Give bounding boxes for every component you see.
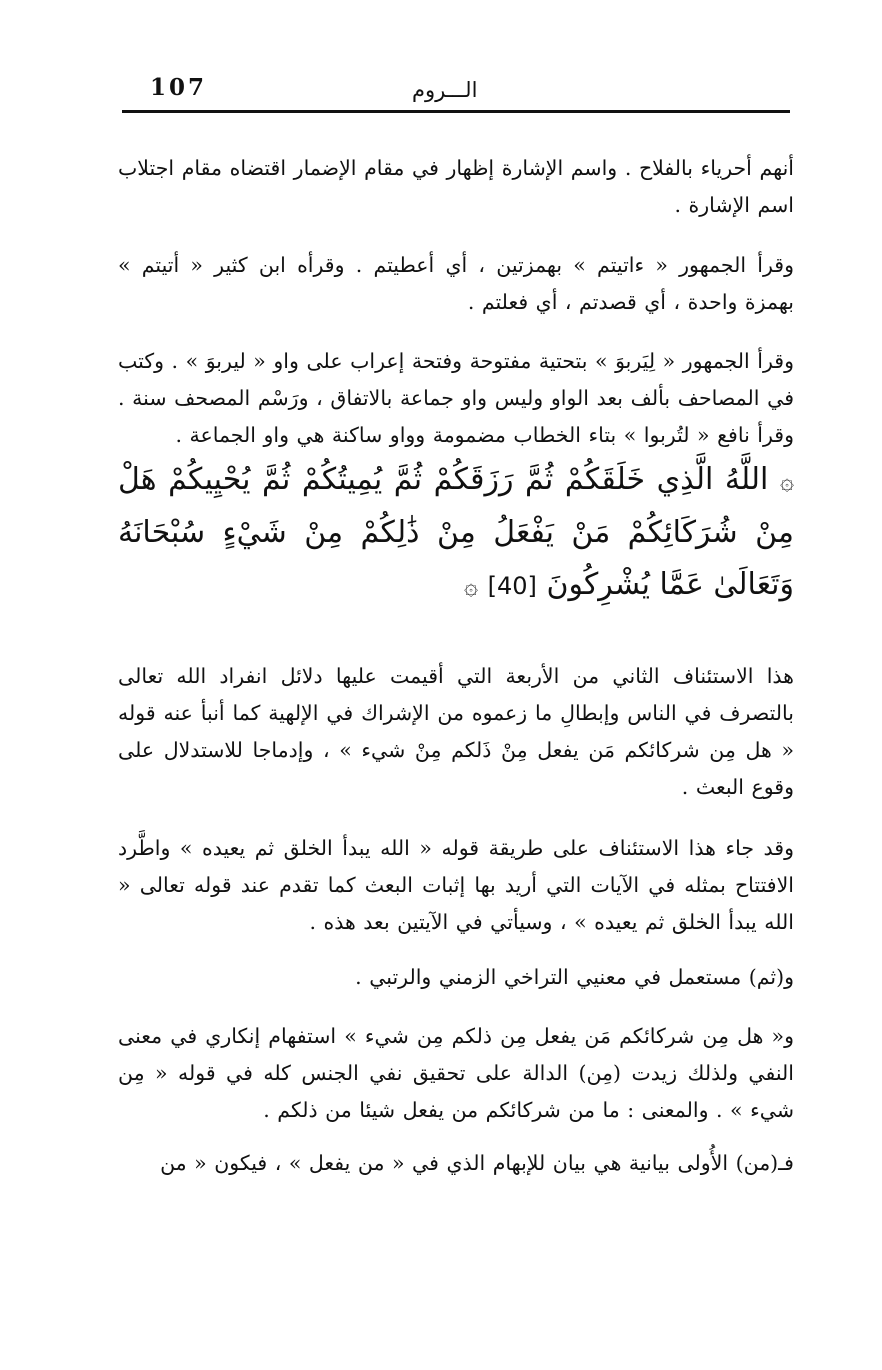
paragraph: و(ثم) مستعمل في معنيي التراخي الزمني والرتبي . (355, 965, 794, 989)
header-rule (122, 110, 790, 113)
body-text (118, 150, 794, 1182)
paragraph: فـ(من) الأُولى بيانية هي بيان للإبهام الذي في « من يفعل » ، فيكون « من (160, 1151, 794, 1175)
paragraph: هذا الاستئناف الثاني من الأربعة التي أقيمت عليها دلائل انفراد الله تعالى بالتصرف في الناس وإبطالِ ما زعموه من الإشراك في الإلهية كما أنبأ عنه قوله « هل مِن شركائكم مَن يفعل مِنْ ذَلكم مِنْ شيء » ، وإدماجا للاستدلال على وقوع البعث . (118, 664, 794, 799)
paragraph: أنهم أحرياء بالفلاح . واسم الإشارة إظهار في مقام الإضمار اقتضاه مقام اجتلاب اسم الإشارة . (118, 156, 794, 217)
paragraph: وقرأ الجمهور « ءاتيتم » بهمزتين ، أي أعطيتم . وقرأه ابن كثير « أتيتم » بهمزة واحدة ، أي قصدتم ، أي فعلتم . (118, 253, 794, 314)
verse-number: [40] (487, 572, 537, 600)
paragraph: و« هل مِن شركائكم مَن يفعل مِن ذلكم مِن شيء » استفهام إنكاري في معنى النفي ولذلك زيدت (مِن) الدالة على تحقيق نفي الجنس كله في قوله « مِن شيء » . والمعنى : ما من شركائكم من يفعل شيئا من ذلكم . (118, 1024, 794, 1122)
page-number: 107 (150, 74, 208, 101)
paragraph: وقد جاء هذا الاستئناف على طريقة قوله « الله يبدأ الخلق ثم يعيده » واطَّرد الافتتاح بمثله في الآيات التي أريد بها إثبات البعث كما تقدم عند قوله تعالى « الله يبدأ الخلق ثم يعيده » ، وسيأتي في الآيتين بعد هذه . (118, 836, 794, 934)
verse-text: اللَّهُ الَّذِي خَلَقَكُمْ ثُمَّ رَزَقَكُمْ ثُمَّ يُمِيتُكُمْ ثُمَّ يُحْيِيكُمْ هَلْ مِنْ شُرَكَائِكُمْ مَنْ يَفْعَلُ مِنْ ذَٰلِكُمْ مِنْ شَيْءٍ سُبْحَانَهُ وَتَعَالَىٰ عَمَّا يُشْرِكُونَ (118, 462, 794, 602)
paragraph: وقرأ الجمهور « لِيَربوَ » بتحتية مفتوحة وفتحة إعراب على واو « ليربوَ » . وكتب في المصاحف بألف بعد الواو وليس واو جماعة بالاتفاق ، ورَسْم المصحف سنة . وقرأ نافع « لتُربوا » بتاء الخطاب مضمومة وواو ساكنة هي واو الجماعة . (118, 349, 794, 447)
page-header (122, 70, 790, 114)
verse-open-ornament: ۞ (779, 467, 794, 495)
quran-verse (118, 454, 794, 612)
running-title: الـــروم (412, 78, 478, 102)
verse-close-ornament: ۞ (464, 572, 479, 600)
